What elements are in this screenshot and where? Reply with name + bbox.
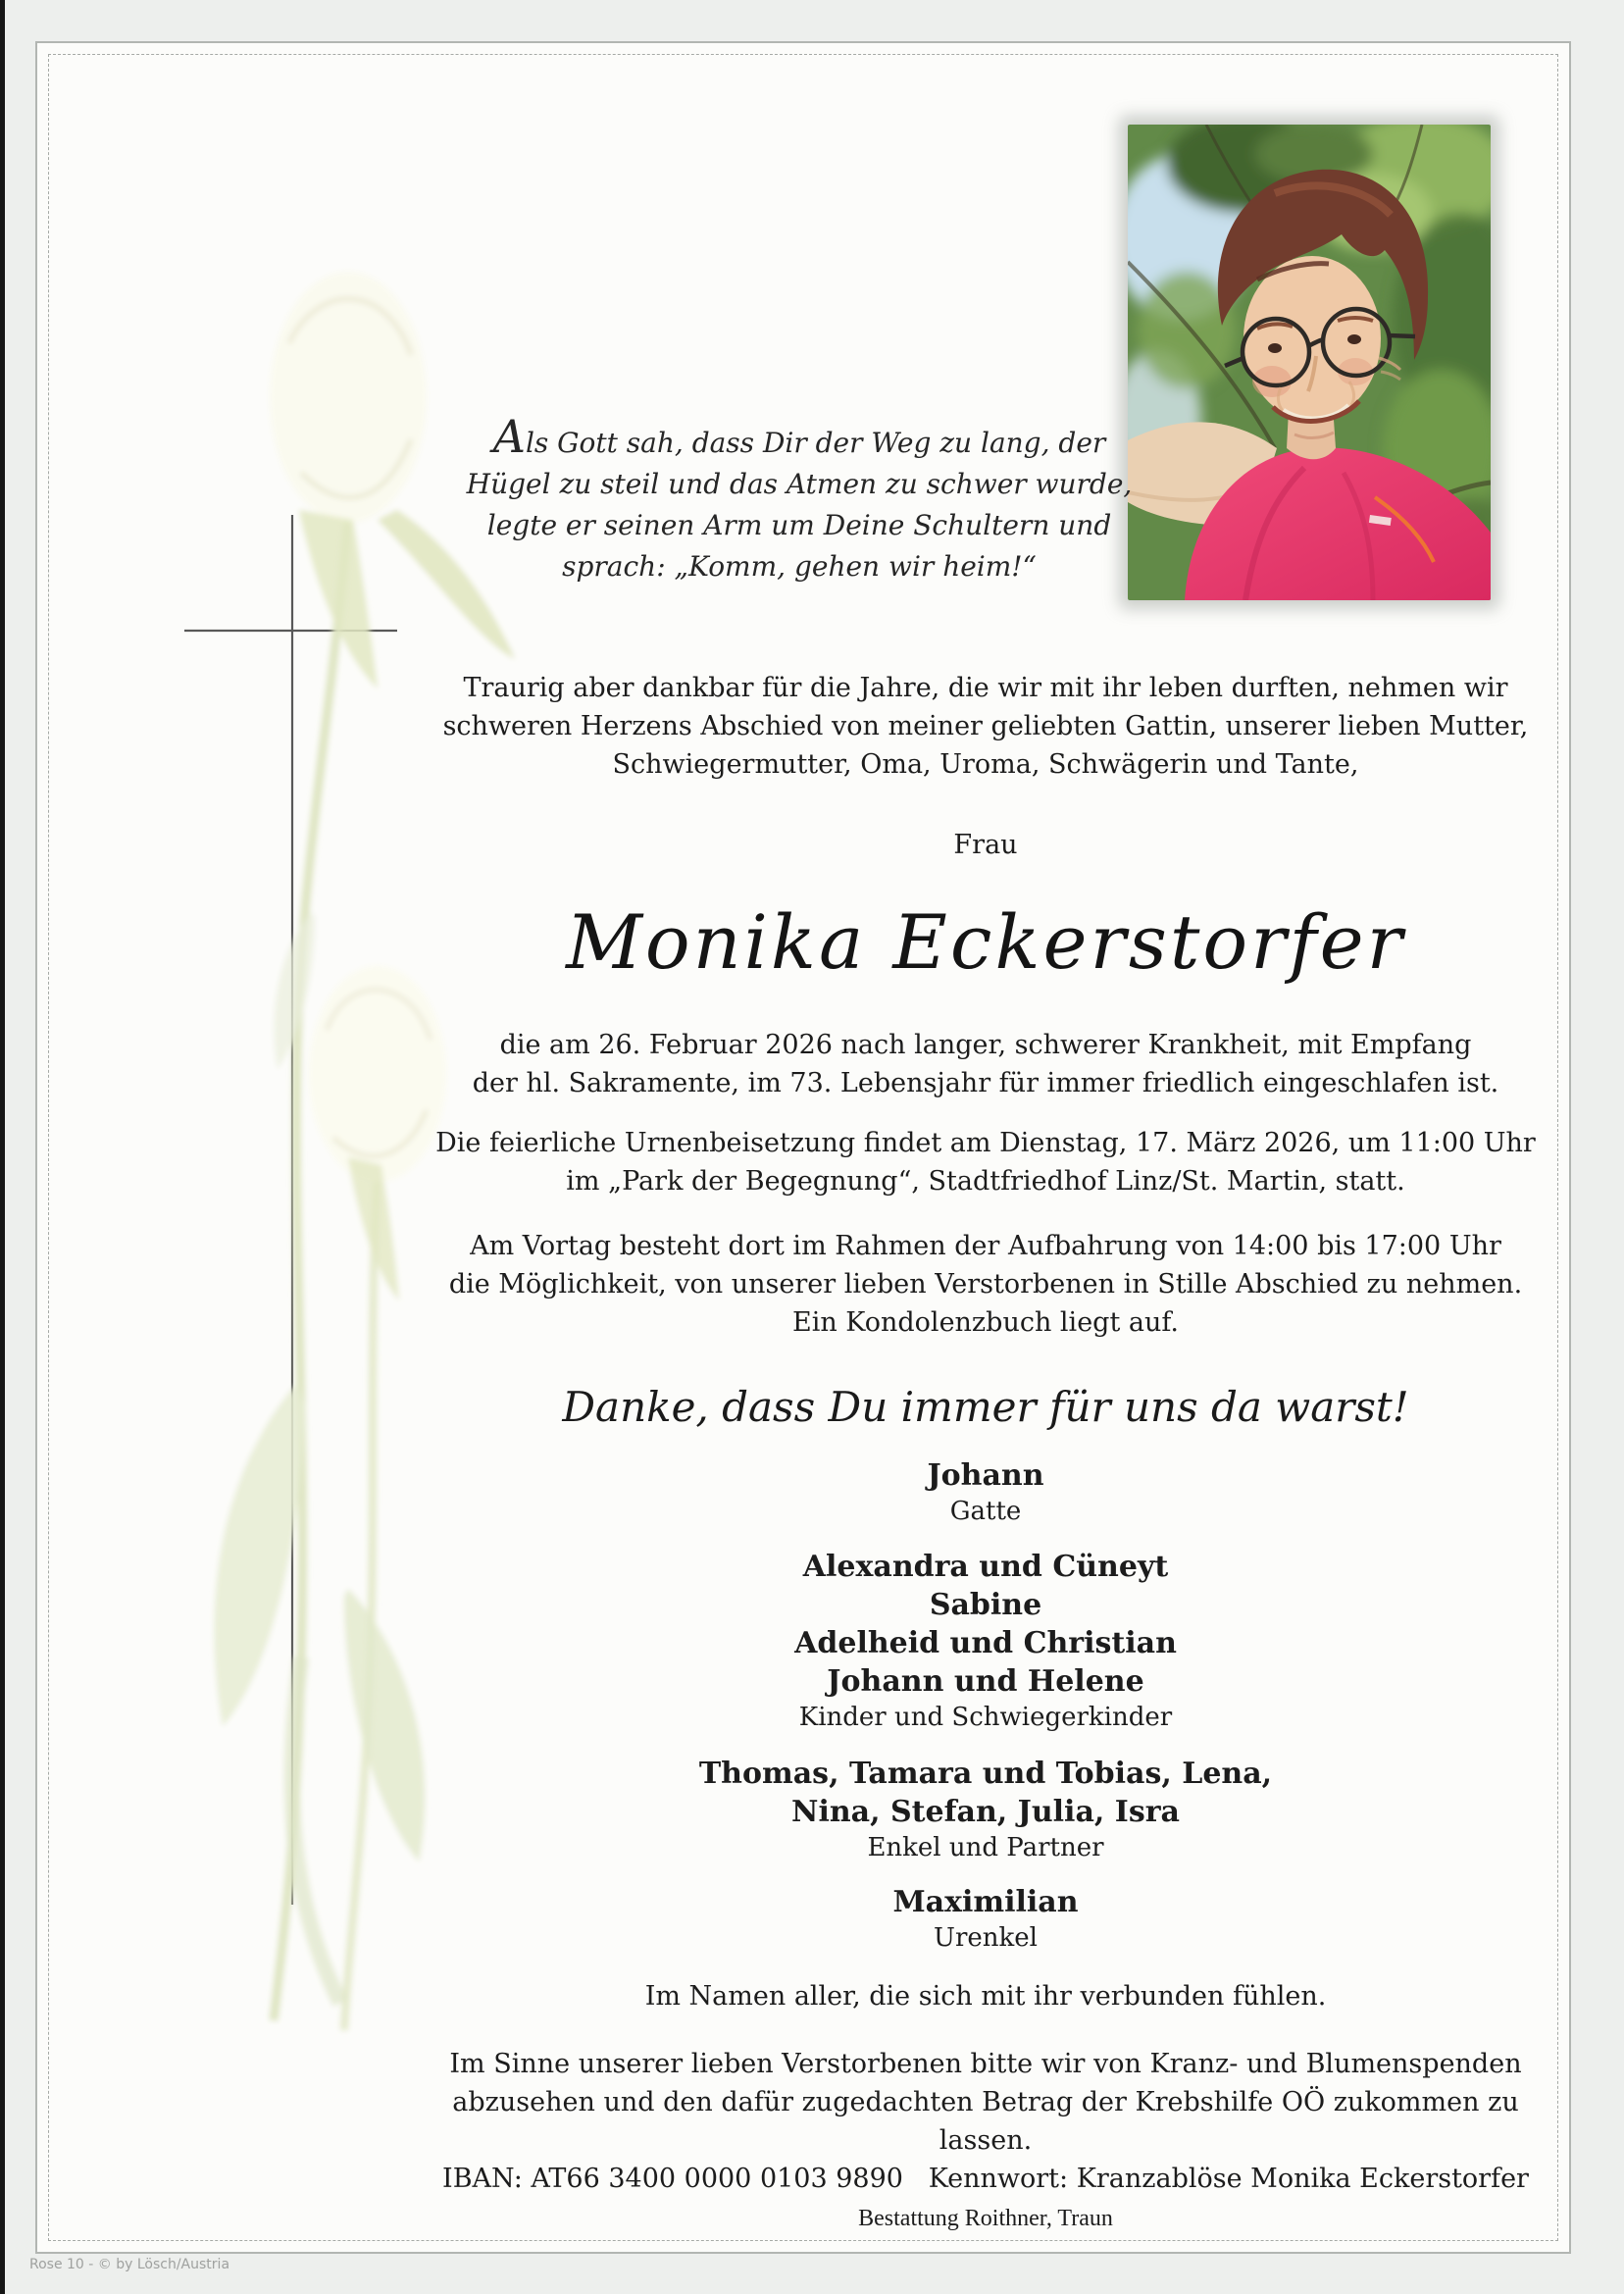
mourner-role: Urenkel <box>934 1923 1038 1953</box>
viewing-info-line: Am Vortag besteht dort im Rahmen der Aufbahrung von 14:00 bis 17:00 Uhr <box>470 1231 1501 1261</box>
print-credit: Rose 10 - © by Lösch/Austria <box>29 2257 230 2272</box>
mourner-role: Gatte <box>949 1497 1022 1526</box>
closing-line: Im Namen aller, die sich mit ihr verbunden fühlen. <box>644 1981 1327 2012</box>
burial-info-line: im „Park der Begegnung“, Stadtfriedhof Linz/St. Martin, statt. <box>566 1166 1405 1197</box>
viewing-info-line: die Möglichkeit, von unserer lieben Verstorbenen in Stille Abschied zu nehmen. <box>448 1269 1523 1300</box>
mourner-name: Johann und Helene <box>827 1664 1144 1699</box>
death-notice-line: der hl. Sakramente, im 73. Lebensjahr für immer friedlich eingeschlafen ist. <box>472 1068 1499 1098</box>
intro-line: schweren Herzens Abschied von meiner geliebten Gattin, unserer lieben Mutter, <box>442 711 1529 741</box>
memorial-poem <box>456 410 1142 587</box>
mourner-name: Sabine <box>929 1588 1042 1622</box>
donation-line: Im Sinne unserer lieben Verstorbenen bitte wir von Kranz- und Blumenspenden <box>449 2049 1522 2079</box>
mourner-group-greatgrandchild <box>422 1883 1549 1956</box>
poem-line: legte er seinen Arm um Deine Schultern und <box>486 509 1112 541</box>
intro-paragraph <box>422 669 1549 784</box>
thanks-line: Danke, dass Du immer für uns da warst! <box>562 1383 1409 1431</box>
mourner-role: Enkel und Partner <box>867 1833 1104 1862</box>
mourner-name: Nina, Stefan, Julia, Isra <box>791 1795 1180 1829</box>
salutation: Frau <box>953 830 1018 860</box>
poem-initial: A <box>492 410 526 463</box>
deceased-name: Monika Eckerstorfer <box>566 898 1405 986</box>
donation-line: abzusehen und den dafür zugedachten Betrag der Krebshilfe OÖ zukommen zu lassen. <box>452 2087 1519 2156</box>
mourner-group-spouse <box>422 1457 1549 1528</box>
intro-line: Traurig aber dankbar für die Jahre, die wir mit ihr leben durften, nehmen wir <box>463 673 1508 703</box>
burial-info-paragraph <box>422 1124 1549 1200</box>
death-notice-line: die am 26. Februar 2026 nach langer, schwerer Krankheit, mit Empfang <box>499 1030 1472 1060</box>
mourner-group-grandchildren <box>422 1755 1549 1865</box>
mourner-name: Alexandra und Cüneyt <box>802 1550 1169 1584</box>
portrait-photo <box>1128 125 1491 600</box>
burial-info-line: Die feierliche Urnenbeisetzung findet am Dienstag, 17. März 2026, um 11:00 Uhr <box>435 1128 1536 1158</box>
poem-line: sprach: „Komm, gehen wir heim!“ <box>562 550 1037 583</box>
funeral-home-line: Bestattung Roithner, Traun <box>858 2206 1113 2231</box>
mourner-role: Kinder und Schwiegerkinder <box>798 1703 1173 1732</box>
mourner-name: Maximilian <box>892 1885 1079 1919</box>
death-notice-paragraph <box>422 1026 1549 1102</box>
mourner-name: Thomas, Tamara und Tobias, Lena, <box>698 1757 1273 1791</box>
mourner-group-children <box>422 1548 1549 1735</box>
donation-paragraph <box>422 2045 1549 2198</box>
viewing-info-line: Ein Kondolenzbuch liegt auf. <box>791 1307 1179 1338</box>
donation-line: IBAN: AT66 3400 0000 0103 9890 Kennwort: Kranzablöse Monika Eckerstorfer <box>442 2164 1529 2194</box>
intro-line: Schwiegermutter, Oma, Uroma, Schwägerin und Tante, <box>612 749 1359 780</box>
poem-line <box>456 410 1142 464</box>
mourner-name: Adelheid und Christian <box>794 1626 1177 1660</box>
scan-edge <box>0 0 5 2294</box>
mourner-name: Johann <box>927 1458 1044 1493</box>
poem-line-text: ls Gott sah, dass Dir der Weg zu lang, der <box>525 427 1106 459</box>
viewing-info-paragraph <box>422 1227 1549 1342</box>
poem-line: Hügel zu steil und das Atmen zu schwer wurde, <box>466 468 1133 500</box>
